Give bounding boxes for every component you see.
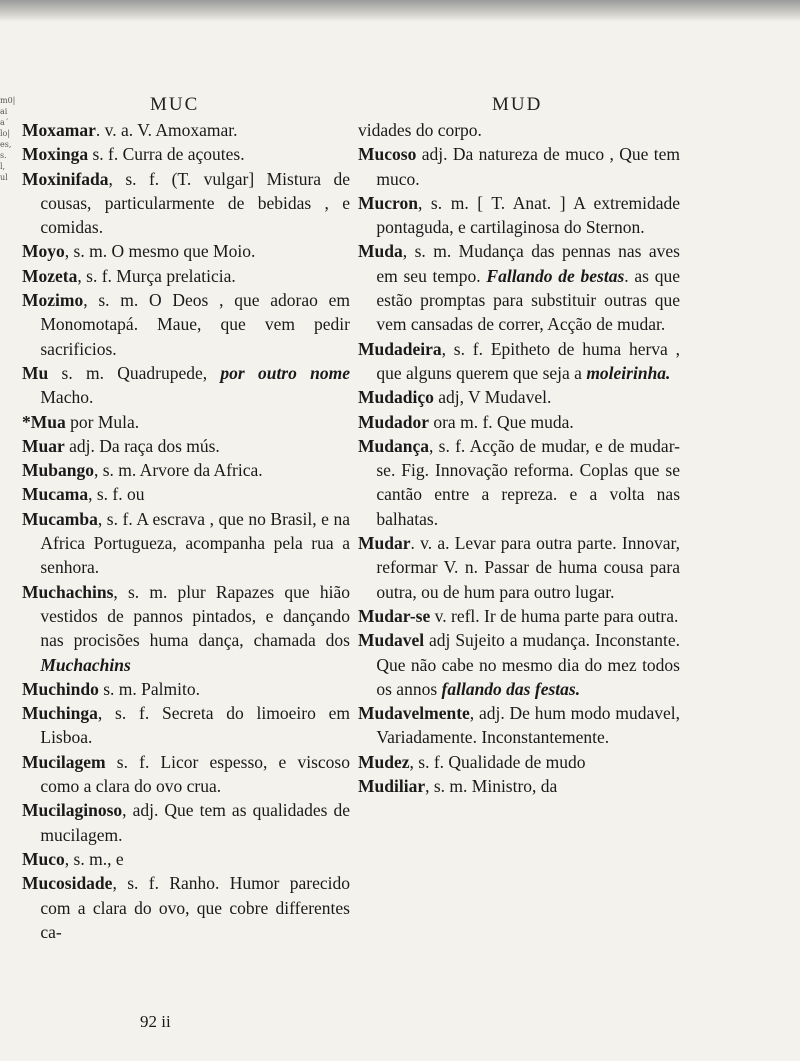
entry-headword: Mucron xyxy=(358,192,418,213)
entry-definition: , adj. Que tem as qualidades de mucilagem. xyxy=(40,800,350,845)
entry-headword: Mudar xyxy=(358,533,411,554)
entry-definition: ora m. f. Que muda. xyxy=(428,411,574,432)
entry-headword: Mozimo xyxy=(22,290,84,311)
entry-definition: , adj. De hum modo mudavel, Variadamente. Inconstantemente. xyxy=(376,703,680,748)
entry-definition: , s. f. Murça prelaticia. xyxy=(77,265,236,286)
entry-definition: , s. f. Qualidade de mudo xyxy=(409,751,586,772)
entry-headword: Mu xyxy=(22,362,49,383)
entry-definition: , s. f. Epitheto de huma herva , que alguns querem que seja a xyxy=(376,338,680,383)
running-head-left: MUC xyxy=(150,94,200,115)
dictionary-entry xyxy=(358,337,680,386)
dictionary-entry xyxy=(358,191,680,240)
entry-definition: por Mula. xyxy=(65,411,140,432)
entry-headword: Mudar-se xyxy=(358,605,431,626)
dictionary-entry xyxy=(358,531,680,604)
entry-headword: Mucilaginoso xyxy=(22,800,123,821)
entry-headword: Muchinga xyxy=(22,703,98,724)
entry-headword: Mucama xyxy=(22,484,89,505)
dictionary-entry xyxy=(22,167,350,240)
entry-definition: , s. f. Ranho. Humor parecido com a clara do ovo, que cobre differentes ca- xyxy=(40,873,350,942)
entry-headword: Muda xyxy=(358,241,403,262)
entry-definition: , s. m. plur Rapazes que hião vestidos de pannos pintados, e dançando nas procisões huma dança, chamada dos xyxy=(40,581,350,651)
entry-definition: adj, V Mudavel. xyxy=(433,387,552,408)
entry-definition: , s. f. Secreta do limoeiro em Lisboa. xyxy=(40,703,350,748)
entry-headword: Mucilagem xyxy=(22,751,106,772)
entry-italic-phrase: Fallando de bestas xyxy=(480,265,625,286)
dictionary-entry xyxy=(22,847,350,871)
entry-headword: Mucoso xyxy=(358,144,417,165)
entry-definition: adj. Da natureza de muco , Que tem muco. xyxy=(376,144,680,189)
entry-italic-phrase: por outro nome xyxy=(207,362,350,383)
entry-italic-phrase: moleirinha. xyxy=(581,362,671,383)
dictionary-entry xyxy=(358,385,680,409)
entry-definition: , s. m. Arvore da Africa. xyxy=(93,460,263,481)
dictionary-entry xyxy=(22,750,350,799)
entry-definition-tail: Macho. xyxy=(40,387,94,408)
dictionary-entry xyxy=(22,288,350,361)
entry-headword: *Mua xyxy=(22,411,66,432)
entry-definition: , s. m. O Deos , que adorao em Monomotapá. Maue, que vem pedir sacrificios. xyxy=(40,290,350,359)
dictionary-entry xyxy=(22,142,350,166)
dictionary-entry xyxy=(22,677,350,701)
entry-definition: v. refl. Ir de huma parte para outra. xyxy=(430,605,679,626)
entry-definition: , s. f. (T. vulgar] Mistura de cousas, particularmente de bebidas , e comidas. xyxy=(40,168,350,238)
entry-definition: , s. m. O mesmo que Moio. xyxy=(64,241,256,262)
running-head-right: MUD xyxy=(492,94,543,115)
entry-definition: , s. f. A escrava , que no Brasil, e na Africa Portugueza, acompanha pela rua a senhora. xyxy=(40,508,350,578)
entry-definition: adj Sujeito a mudança. Inconstante. Que não cabe no mesmo dia do mez todos os annos xyxy=(376,630,680,699)
dictionary-entry xyxy=(22,361,350,410)
entry-headword: Muar xyxy=(22,435,65,456)
entry-headword: Muchindo xyxy=(22,678,99,699)
entry-headword: Mudavel xyxy=(358,630,425,651)
dictionary-entry xyxy=(22,264,350,288)
dictionary-entry xyxy=(358,239,680,336)
entry-definition: s. m. Palmito. xyxy=(98,678,200,699)
entry-definition: vidades do corpo. xyxy=(358,120,482,140)
entry-italic-phrase: Muchachins xyxy=(40,654,131,675)
entry-definition: s. m. Quadrupede, xyxy=(48,362,208,383)
dictionary-entry xyxy=(358,434,680,531)
entry-definition: adj. Da raça dos mús. xyxy=(64,435,220,456)
entry-headword: Mudador xyxy=(358,411,429,432)
entry-headword: Moxinifada xyxy=(22,168,109,189)
entry-definition: s. f. Licor espesso, e viscoso como a clara do ovo crua. xyxy=(40,751,350,797)
dictionary-entry xyxy=(358,410,680,434)
entry-headword: Mudiliar xyxy=(358,776,426,797)
entry-headword: Moxinga xyxy=(22,144,89,165)
entry-definition: , s. m., e xyxy=(64,848,124,869)
dictionary-entry xyxy=(22,580,350,677)
entry-definition: , s. f. Acção de mudar, e de mudar-se. Fig. Innovação reforma. Coplas que se cantão entre a repreza. e a volta nas balhatas. xyxy=(376,435,680,529)
entry-definition: , s. f. ou xyxy=(88,484,145,505)
dictionary-entry xyxy=(358,774,680,798)
entry-headword: Moxamar xyxy=(22,120,96,140)
entry-headword: Mubango xyxy=(22,460,94,481)
entry-headword: Mucamba xyxy=(22,508,98,529)
right-column xyxy=(358,118,680,798)
entry-headword: Mudavelmente xyxy=(358,703,470,724)
entry-headword: Muco xyxy=(22,848,65,869)
dictionary-entry xyxy=(358,142,680,191)
entry-headword: Mudez xyxy=(358,751,410,772)
dictionary-entry xyxy=(22,701,350,750)
dictionary-entry xyxy=(358,118,680,142)
entry-definition: , s. m. [ T. Anat. ] A extremidade pontaguda, e cartilaginosa do Sternon. xyxy=(376,192,680,238)
entry-definition: . v. a. V. Amoxamar. xyxy=(95,120,238,140)
entry-headword: Moyo xyxy=(22,241,65,262)
entry-definition-tail: . as que estão promptas para substituir outras que vem cansadas de correr, Acção de mudar. xyxy=(376,265,680,335)
dictionary-entry xyxy=(22,434,350,458)
dictionary-entry xyxy=(22,410,350,434)
dictionary-entry xyxy=(358,604,680,628)
entry-italic-phrase: fallando das festas. xyxy=(437,678,581,699)
scan-shadow xyxy=(0,0,800,22)
signature-mark: 92 ii xyxy=(140,1012,171,1031)
dictionary-entry xyxy=(22,871,350,944)
dictionary-entry xyxy=(22,118,350,142)
entry-headword: Mudança xyxy=(358,435,429,456)
left-column xyxy=(22,118,350,944)
dictionary-entry xyxy=(22,239,350,263)
dictionary-entry xyxy=(358,701,680,750)
entry-definition: s. f. Curra de açoutes. xyxy=(88,144,245,165)
dictionary-entry xyxy=(358,750,680,774)
entry-headword: Muchachins xyxy=(22,581,114,602)
dictionary-entry xyxy=(22,458,350,482)
entry-definition: , s. m. Mudança das pennas nas aves em seu tempo. xyxy=(376,241,680,286)
dictionary-entry xyxy=(22,482,350,506)
entry-headword: Mucosidade xyxy=(22,873,113,894)
dictionary-entry xyxy=(22,798,350,847)
entry-definition: , s. m. Ministro, da xyxy=(425,776,558,797)
entry-headword: Mozeta xyxy=(22,265,78,286)
entry-definition: . v. a. Levar para outra parte. Innovar, reformar V. n. Passar de huma cousa para outra, ou de hum para outro lugar. xyxy=(376,533,680,602)
entry-headword: Mudadeira xyxy=(358,338,442,359)
dictionary-entry xyxy=(22,507,350,580)
dictionary-entry xyxy=(358,628,680,701)
entry-headword: Mudadiço xyxy=(358,387,434,408)
margin-fragments: m0| ai a´ lo| es, s. l, ul xyxy=(0,96,16,182)
